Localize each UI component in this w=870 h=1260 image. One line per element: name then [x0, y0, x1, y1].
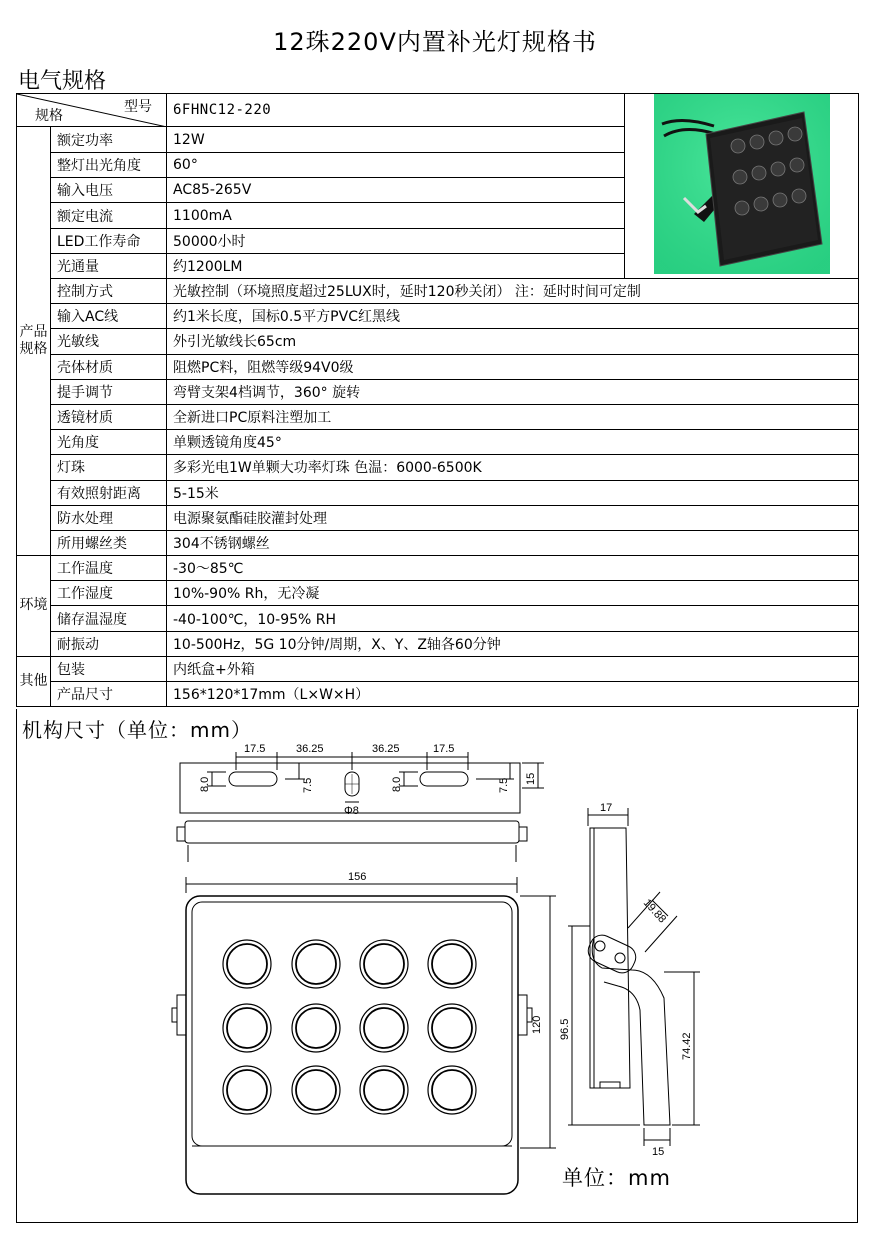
row-value: 外引光敏线长65cm	[167, 329, 859, 354]
row-value: -40-100℃，10-95% RH	[167, 606, 859, 631]
row-value: 光敏控制（环境照度超过25LUX时，延时120秒关闭） 注：延时时间可定制	[167, 279, 859, 304]
dim-156: 156	[348, 871, 367, 883]
row-label: LED工作寿命	[51, 228, 167, 253]
row-value: 50000小时	[167, 228, 625, 253]
row-value: 弯臂支架4档调节，360° 旋转	[167, 379, 859, 404]
front-edge-view	[177, 821, 527, 862]
row-value: 156*120*17mm（L×W×H）	[167, 682, 859, 707]
dim-17-side: 17	[600, 802, 613, 814]
row-label: 控制方式	[51, 279, 167, 304]
dim-74-42: 74.42	[681, 1032, 693, 1060]
led-lens-outer	[223, 1004, 271, 1052]
led-lens-outer	[360, 940, 408, 988]
row-value: 5-15米	[167, 480, 859, 505]
row-label: 耐振动	[51, 631, 167, 656]
row-value: 12W	[167, 127, 625, 153]
category-environment: 环境	[17, 556, 51, 657]
model-value: 6FHNC12-220	[167, 94, 625, 127]
row-value: AC85-265V	[167, 178, 625, 203]
row-label: 输入AC线	[51, 304, 167, 329]
row-label: 灯珠	[51, 455, 167, 480]
header-label-model: 型号	[124, 99, 152, 115]
led-lens-inner	[432, 1008, 472, 1048]
led-lens-outer	[292, 1004, 340, 1052]
row-label: 工作湿度	[51, 581, 167, 606]
dim-phi-8: Φ8	[344, 805, 359, 817]
header-label-spec: 规格	[35, 108, 63, 124]
led-lens-outer	[428, 1004, 476, 1052]
dim-120: 120	[531, 1015, 543, 1034]
top-view-bracket	[180, 752, 544, 813]
led-lens-inner	[432, 1070, 472, 1110]
row-value: 10-500Hz，5G 10分钟/周期，X、Y、Z轴各60分钟	[167, 631, 859, 656]
row-value: 全新进口PC原料注塑加工	[167, 404, 859, 429]
led-lens-outer	[360, 1066, 408, 1114]
row-label: 有效照射距离	[51, 480, 167, 505]
dim-17-5-left: 17.5	[244, 743, 266, 755]
dim-7-5-left: 7.5	[302, 777, 314, 793]
dim-96-5: 96.5	[559, 1018, 571, 1040]
row-value: 1100mA	[167, 203, 625, 228]
led-lens-inner	[227, 1008, 267, 1048]
led-lens-outer	[292, 940, 340, 988]
led-lens-inner	[296, 1008, 336, 1048]
led-lens-outer	[223, 1066, 271, 1114]
dim-7-5-right: 7.5	[498, 777, 510, 793]
led-lens-inner	[364, 1070, 404, 1110]
row-label: 防水处理	[51, 505, 167, 530]
dim-17-5-right: 17.5	[433, 743, 455, 755]
document-title: 12珠220V内置补光灯规格书	[273, 28, 597, 56]
row-label: 所用螺丝类	[51, 530, 167, 555]
row-label: 光敏线	[51, 329, 167, 354]
row-label: 壳体材质	[51, 354, 167, 379]
dim-15-bottom: 15	[652, 1146, 665, 1158]
row-label: 额定功率	[51, 127, 167, 153]
row-label: 储存温湿度	[51, 606, 167, 631]
dim-19-88: 19.88	[640, 896, 669, 926]
led-lens-inner	[296, 944, 336, 984]
category-other: 其他	[17, 656, 51, 706]
drawing-title: 机构尺寸（单位：mm）	[22, 718, 252, 742]
section-title: 电气规格	[18, 69, 107, 94]
row-label: 光角度	[51, 430, 167, 455]
led-lens-outer	[428, 940, 476, 988]
row-value: 阻燃PC料，阻燃等级94V0级	[167, 354, 859, 379]
row-value: 电源聚氨酯硅胶灌封处理	[167, 505, 859, 530]
row-label: 整灯出光角度	[51, 153, 167, 178]
dim-36-25-left: 36.25	[296, 743, 324, 755]
row-label: 透镜材质	[51, 404, 167, 429]
led-lens-outer	[360, 1004, 408, 1052]
led-lens-inner	[296, 1070, 336, 1110]
row-value: 单颗透镜角度45°	[167, 430, 859, 455]
led-lens-outer	[292, 1066, 340, 1114]
row-label: 产品尺寸	[51, 682, 167, 707]
row-value: -30～85℃	[167, 556, 859, 581]
row-label: 输入电压	[51, 178, 167, 203]
front-view	[172, 877, 556, 1194]
unit-label: 单位：mm	[562, 1166, 671, 1190]
led-lens-outer	[223, 940, 271, 988]
led-lens-inner	[227, 1070, 267, 1110]
dim-8-0-right: 8.0	[391, 776, 403, 792]
row-label: 额定电流	[51, 203, 167, 228]
row-value: 304不锈钢螺丝	[167, 530, 859, 555]
row-label: 工作温度	[51, 556, 167, 581]
dim-15-top: 15	[525, 772, 537, 785]
dim-36-25-right: 36.25	[372, 743, 400, 755]
category-product: 产品规格	[17, 127, 51, 556]
row-label: 光通量	[51, 253, 167, 278]
led-lens-outer	[428, 1066, 476, 1114]
row-value: 约1米长度，国标0.5平方PVC红黑线	[167, 304, 859, 329]
dim-8-0-left: 8.0	[199, 776, 211, 792]
led-lens-inner	[364, 944, 404, 984]
led-lens-inner	[227, 944, 267, 984]
row-value: 多彩光电1W单颗大功率灯珠 色温：6000-6500K	[167, 455, 859, 480]
row-value: 10%-90% Rh，无冷凝	[167, 581, 859, 606]
row-value: 约1200LM	[167, 253, 625, 278]
led-lens-inner	[364, 1008, 404, 1048]
row-value: 内纸盒+外箱	[167, 656, 859, 681]
row-value: 60°	[167, 153, 625, 178]
side-view	[568, 808, 700, 1146]
row-label: 提手调节	[51, 379, 167, 404]
led-lens-inner	[432, 944, 472, 984]
row-label: 包装	[51, 656, 167, 681]
